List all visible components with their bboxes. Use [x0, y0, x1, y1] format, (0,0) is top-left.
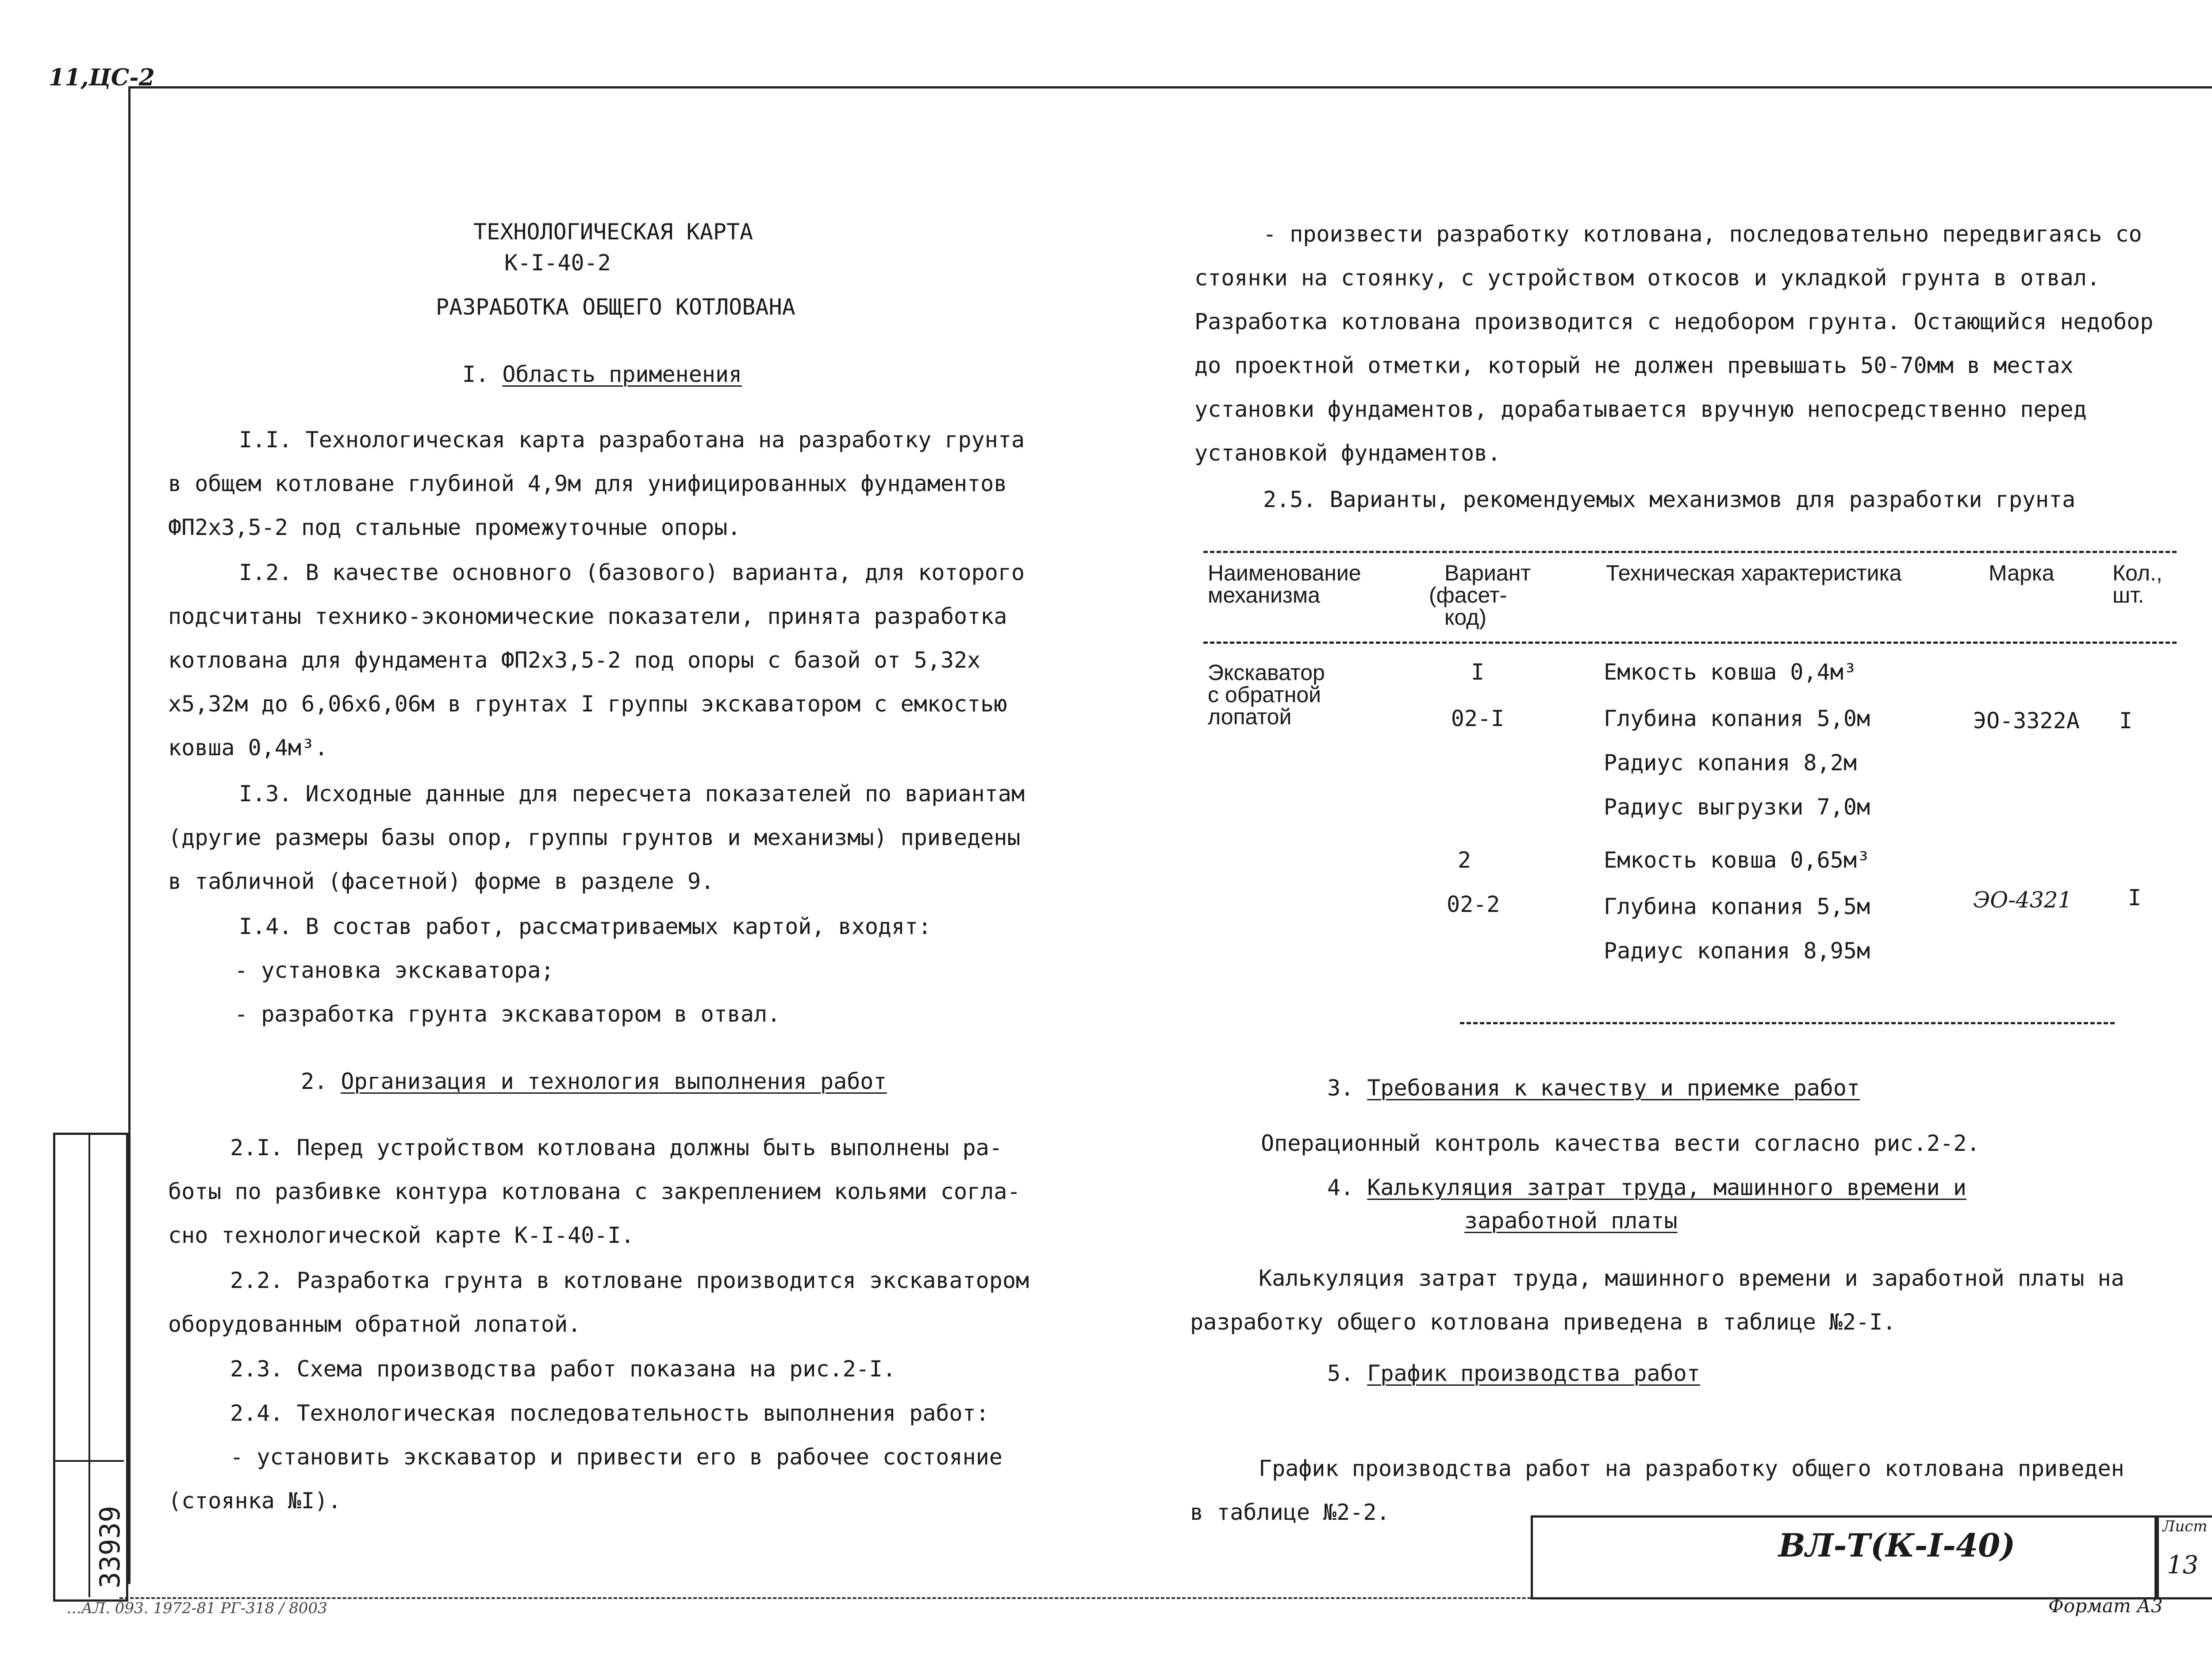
stamp-code: ВЛ-Т(К-I-40): [1778, 1526, 2016, 1564]
text-line: котлована для фундамента ФП2х3,5-2 под опоры с базой от 5,32х: [168, 647, 981, 673]
side-stamp-separator: [53, 1460, 124, 1462]
header-line: код): [1444, 605, 1486, 630]
table-row: Емкость ковша 0,4м³: [1604, 659, 1857, 685]
text-line: (стоянка №I).: [168, 1488, 342, 1514]
text-line: - установить экскаватор и привести его в рабочее состояние: [230, 1444, 1002, 1470]
table-row: Емкость ковша 0,65м³: [1604, 847, 1870, 873]
text-line: - произвести разработку котлована, последовательно передвигаясь со: [1263, 221, 2142, 247]
text-line: 2.I. Перед устройством котлована должны быть выполнены ра-: [230, 1135, 1002, 1161]
table-row: 2: [1457, 847, 1471, 873]
section-1-heading: [462, 361, 742, 387]
header-line: Кол.,: [2112, 561, 2162, 585]
section-4-number: 4.: [1327, 1175, 1367, 1200]
para-1-1: [168, 418, 1025, 550]
col-header-tech: Техническая характеристика: [1606, 561, 1902, 585]
text-line: ФП2х3,5-2 под стальные промежуточные опоры.: [168, 515, 741, 540]
text-line: Разработка котлована производится с недобором грунта. Остающийся недобор: [1194, 309, 2154, 334]
para-right-continuation: [1194, 212, 2153, 475]
text-line: 2.2. Разработка грунта в котловане производится экскаватором: [230, 1268, 1029, 1293]
table-row: Радиус копания 8,95м: [1604, 938, 1870, 964]
section-2-number: 2.: [301, 1069, 341, 1094]
text-line: (другие размеры базы опор, группы грунтов и механизмы) приведены: [168, 825, 1021, 850]
col-header-mark: Марка: [1989, 561, 2055, 585]
section-4-heading: [1327, 1175, 1966, 1200]
table-row: ЭО-4321: [1973, 887, 2072, 913]
sheet-label: Лист: [2162, 1518, 2208, 1535]
inventory-number: 33939: [94, 1506, 126, 1588]
format-note: Формат А3: [2048, 1595, 2163, 1617]
text-line: разработку общего котлована приведена в таблице №2-I.: [1190, 1309, 1896, 1335]
para-2-5: 2.5. Варианты, рекомендуемых механизмов для разработки грунта: [1263, 487, 2076, 512]
doc-title-line3: РАЗРАБОТКА ОБЩЕГО КОТЛОВАНА: [436, 294, 795, 320]
header-line: (фасет-: [1429, 583, 1507, 607]
text-line: до проектной отметки, который не должен превышать 50-70мм в местах: [1194, 353, 2074, 378]
text-line: установкой фундаментов.: [1194, 440, 1501, 466]
text-line: оборудованным обратной лопатой.: [168, 1311, 581, 1337]
text-line: I.3. Исходные данные для пересчета показателей по вариантам: [239, 781, 1025, 807]
section-1-title: Область применения: [502, 361, 742, 387]
text-line: I.I. Технологическая карта разработана на разработку грунта: [239, 427, 1025, 453]
cell-mechanism-name: [1208, 661, 1325, 728]
side-stamp-divider: [88, 1133, 90, 1597]
table-row: I: [1471, 659, 1485, 685]
bottom-archive-note: …АЛ. 093. 1972-81 РГ-318 / 8003: [66, 1599, 327, 1617]
para-1-2: [168, 551, 1025, 770]
table-top-rule: [1203, 551, 2177, 553]
section-2-title: Организация и технология выполнения работ: [341, 1069, 887, 1094]
cell-line: лопатой: [1208, 704, 1292, 729]
table-row: ЭО-3322А: [1973, 708, 2080, 734]
table-row: Радиус копания 8,2м: [1604, 750, 1857, 776]
table-bottom-rule: [1460, 1022, 2115, 1024]
text-line: установки фундаментов, дорабатывается вручную непосредственно перед: [1194, 396, 2087, 422]
col-header-variant: [1429, 562, 1531, 628]
text-line: в общем котловане глубиной 4,9м для унифицированных фундаментов: [168, 471, 1007, 496]
header-line: Вариант: [1444, 561, 1531, 585]
text-line: График производства работ на разработку общего котлована приведен: [1259, 1456, 2124, 1481]
text-line: в табличной (фасетной) форме в разделе 9.: [168, 869, 714, 894]
table-row: I: [2119, 708, 2133, 734]
table-row: 02-2: [1447, 892, 1500, 917]
corner-note: 11,ЦС-2: [49, 64, 155, 91]
text-line: ковша 0,4м³.: [168, 735, 328, 761]
col-header-name: [1208, 562, 1361, 606]
text-line: подсчитаны технико-экономические показатели, принята разработка: [168, 603, 1007, 629]
text-line: Калькуляция затрат труда, машинного времени и заработной платы на: [1259, 1265, 2124, 1291]
doc-title-line2: К-I-40-2: [504, 250, 611, 276]
text-line: стоянки на стоянку, с устройством откосов и укладкой грунта в отвал.: [1194, 265, 2100, 291]
table-header-rule: [1203, 642, 2177, 644]
sheet-number: 13: [2167, 1551, 2199, 1580]
section-4-title-cont: заработной платы: [1464, 1208, 1678, 1234]
table-row: Глубина копания 5,5м: [1604, 894, 1870, 919]
text-line: х5,32м до 6,06х6,06м в грунтах I группы экскаватором с емкостью: [168, 691, 1007, 717]
section-5-number: 5.: [1327, 1361, 1367, 1386]
cell-line: с обратной: [1208, 682, 1321, 707]
table-row: Глубина копания 5,0м: [1604, 706, 1870, 731]
text-line: боты по разбивке контура котлована с закреплением кольями согла-: [168, 1179, 1021, 1204]
section-3-heading: [1327, 1075, 1860, 1101]
section-3-title: Требования к качеству и приемке работ: [1367, 1075, 1860, 1101]
section-5-title: График производства работ: [1367, 1361, 1700, 1386]
section-2-heading: [301, 1069, 887, 1094]
table-row: I: [2128, 885, 2142, 911]
table-row: Радиус выгрузки 7,0м: [1604, 794, 1870, 820]
header-line: шт.: [2112, 583, 2144, 607]
text-line: - разработка грунта экскаватором в отвал.: [234, 1001, 781, 1027]
table-row: 02-I: [1451, 706, 1505, 731]
text-line: в таблице №2-2.: [1190, 1499, 1390, 1525]
header-line: механизма: [1208, 583, 1320, 607]
doc-title-line1: ТЕХНОЛОГИЧЕСКАЯ КАРТА: [473, 219, 753, 245]
cell-line: Экскаватор: [1208, 660, 1325, 685]
para-2-2: [168, 1259, 1029, 1346]
para-4: [1190, 1257, 2124, 1344]
text-line: 2.3. Схема производства работ показана на рис.2-I.: [230, 1356, 896, 1382]
para-1-4: [168, 905, 931, 1036]
section-3-number: 3.: [1327, 1075, 1367, 1101]
section-1-number: I.: [462, 361, 503, 387]
section-5-heading: [1327, 1361, 1700, 1386]
para-3: Операционный контроль качества вести согласно рис.2-2.: [1261, 1130, 1980, 1156]
col-header-qty: [2112, 562, 2162, 606]
para-2-3: [168, 1347, 896, 1391]
text-line: - установка экскаватора;: [234, 957, 554, 983]
text-line: I.2. В качестве основного (базового) варианта, для которого: [239, 560, 1025, 585]
text-line: I.4. В состав работ, рассматриваемых картой, входят:: [239, 914, 932, 939]
section-4-title: Калькуляция затрат труда, машинного времени и: [1367, 1175, 1966, 1200]
para-2-4: [168, 1391, 1002, 1523]
para-2-1: [168, 1126, 1021, 1257]
header-line: Наименование: [1208, 561, 1361, 585]
para-1-3: [168, 772, 1025, 903]
text-line: 2.4. Технологическая последовательность выполнения работ:: [230, 1400, 989, 1426]
text-line: сно технологической карте К-I-40-I.: [168, 1222, 634, 1248]
